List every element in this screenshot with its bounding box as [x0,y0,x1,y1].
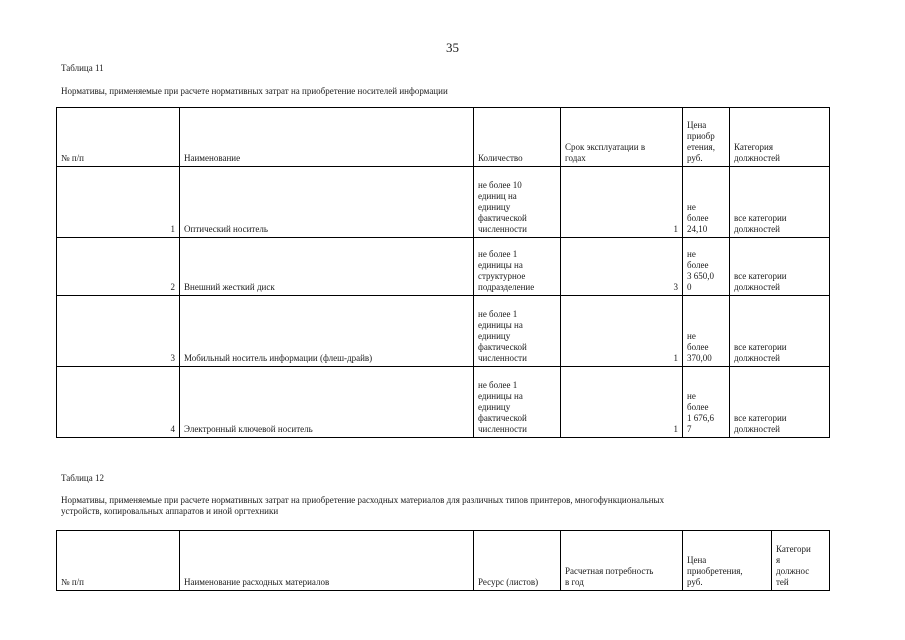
col-header-price: Цена приобретения, руб. [683,531,772,591]
table-row [57,167,830,238]
col-header-category: Категория должностей [730,108,830,167]
row-name: Мобильный носитель информации (флеш-драйв) [180,296,474,367]
row-name: Внешний жесткий диск [180,238,474,296]
col-header-qty: Количество [474,108,561,167]
table-header-row [57,531,830,591]
row-years: 1 [561,167,683,238]
row-category: все категории должностей [730,296,830,367]
row-number: 3 [57,296,180,367]
table12-title: Нормативы, применяемые при расчете нормативных затрат на приобретение расходных материалов для различных типов принтеров, многофункциональных устройств, копировальных аппаратов и иной оргтехники [61,495,665,516]
row-qty: не более 1 единицы на единицу фактической численности [474,296,561,367]
table11-title: Нормативы, применяемые при расчете нормативных затрат на приобретение носителей информации [61,86,448,96]
col-header-category: Категори я должнос тей [772,531,830,591]
row-years: 3 [561,238,683,296]
row-name: Электронный ключевой носитель [180,367,474,438]
col-header-material: Наименование расходных материалов [180,531,474,591]
row-number: 1 [57,167,180,238]
page-number: 35 [446,40,459,55]
row-price: не более 370,00 [683,296,730,367]
col-header-resource: Ресурс (листов) [474,531,561,591]
row-price: не более 24,10 [683,167,730,238]
row-number: 4 [57,367,180,438]
row-qty: не более 10 единиц на единицу фактической численности [474,167,561,238]
row-category: все категории должностей [730,367,830,438]
table-row [57,296,830,367]
table12-caption: Таблица 12 [61,473,104,483]
row-category: все категории должностей [730,167,830,238]
col-header-num: № п/п [57,531,180,591]
table-row [57,367,830,438]
col-header-years: Срок эксплуатации в годах [561,108,683,167]
table-12 [56,530,830,591]
row-qty: не более 1 единицы на единицу фактической численности [474,367,561,438]
row-qty: не более 1 единицы на структурное подразделение [474,238,561,296]
row-price: не более 1 676,6 7 [683,367,730,438]
col-header-name: Наименование [180,108,474,167]
col-header-annual-need: Расчетная потребность в год [561,531,683,591]
row-years: 1 [561,367,683,438]
row-category: все категории должностей [730,238,830,296]
row-years: 1 [561,296,683,367]
col-header-price: Цена приобр етения, руб. [683,108,730,167]
row-price: не более 3 650,0 0 [683,238,730,296]
table-11 [56,107,830,438]
row-number: 2 [57,238,180,296]
table-header-row [57,108,830,167]
table-row [57,238,830,296]
table11-caption: Таблица 11 [61,63,104,73]
row-name: Оптический носитель [180,167,474,238]
col-header-num: № п/п [57,108,180,167]
